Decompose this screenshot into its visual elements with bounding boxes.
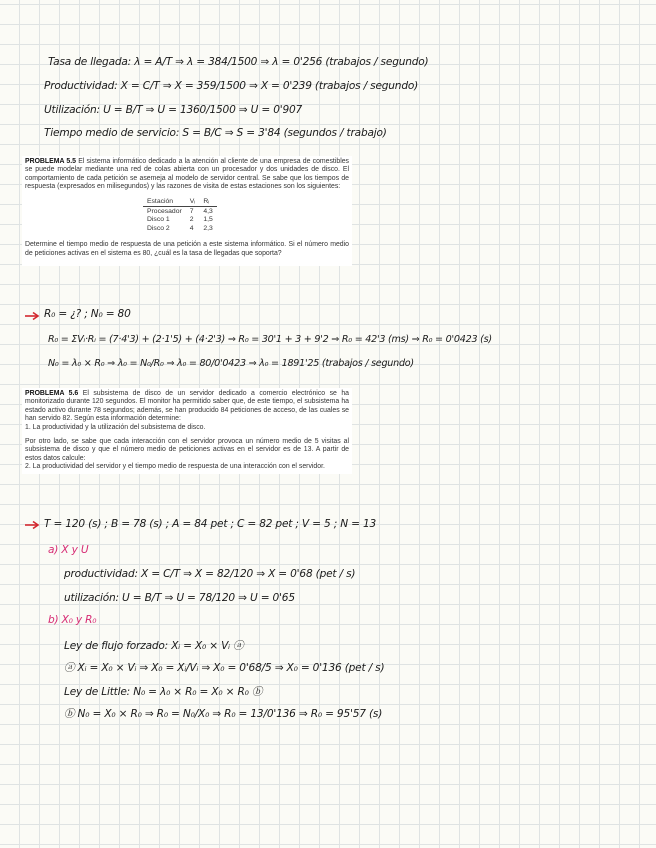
problem-5-6-item1: 1. La productividad y la utilización del subsistema de disco. [25, 423, 206, 431]
problem-5-6-middle: Por otro lado, se sabe que cada interacción con el servidor provoca un número medio de 5 visitas al subsistema de disco y que el número medio de peticiones activas en el servidor es de 13. A partir de estos datos calcule: [25, 438, 349, 462]
station-name: Disco 2 [147, 224, 170, 232]
problem-5-6-heading: PROBLEMA 5.6 [25, 390, 79, 397]
station-visits: 7 [189, 208, 194, 216]
problem-5-5-question: Determine el tiempo medio de respuesta de una petición a este sistema informático. Si el número medio de peticiones activas en el sistema es 80, ¿cuál es la tasa de llegadas que soporta? [25, 241, 349, 257]
col-station: Estación [143, 198, 186, 207]
note-5-6-little-calc: ⓑ N₀ = X₀ × R₀ ⇒ R₀ = N₀/X₀ ⇒ R₀ = 13/0'136 ⇒ R₀ = 95'57 (s) [64, 708, 383, 720]
station-name: Procesador [147, 208, 182, 216]
red-arrow-icon [24, 311, 40, 321]
col-response: Rᵢ [199, 198, 216, 207]
problem-5-6-block [22, 388, 352, 474]
red-arrow-icon [24, 520, 40, 530]
station-response: 2,3 [203, 224, 213, 232]
note-5-6-part-a: a) X y U [48, 544, 89, 556]
note-5-5-arrival-rate: N₀ = λ₀ × R₀ ⇒ λ₀ = N₀/R₀ ⇒ λ₀ = 80/0'0423 ⇒ λ₀ = 1891'25 (trabajos / segundo) [48, 358, 414, 369]
note-5-6-little-law: Ley de Little: N₀ = λ₀ × R₀ = X₀ × R₀ ⓑ [64, 686, 263, 698]
note-5-6-forced-flow-law: Ley de flujo forzado: Xᵢ = X₀ × Vᵢ ⓐ [64, 640, 244, 652]
station-visits: 2 [189, 216, 194, 224]
note-5-6-data: T = 120 (s) ; B = 78 (s) ; A = 84 pet ; C = 82 pet ; V = 5 ; N = 13 [44, 518, 377, 530]
problem-5-5-heading: PROBLEMA 5.5 [25, 158, 76, 165]
note-arrival-rate: Tasa de llegada: λ = A/T ⇒ λ = 384/1500 ⇒ λ = 0'256 (trabajos / segundo) [48, 56, 429, 68]
station-response: 4,3 [203, 208, 213, 216]
table-header-row [143, 198, 217, 207]
note-5-6-forced-flow-calc: ⓐ Xᵢ = X₀ × Vᵢ ⇒ X₀ = Xᵢ/Vᵢ ⇒ X₀ = 0'68/5 ⇒ X₀ = 0'136 (pet / s) [64, 662, 385, 674]
note-service-time: Tiempo medio de servicio: S = B/C ⇒ S = 3'84 (segundos / trabajo) [44, 127, 387, 139]
table-row [143, 225, 217, 233]
note-5-6-part-b: b) X₀ y R₀ [48, 614, 97, 626]
station-name: Disco 1 [147, 216, 170, 224]
station-response: 1,5 [203, 216, 213, 224]
note-utilization: Utilización: U = B/T ⇒ U = 1360/1500 ⇒ U = 0'907 [44, 104, 303, 116]
problem-5-5-intro: El sistema informático dedicado a la atención al cliente de una empresa de comestibles se puede modelar mediante una red de colas abierta con un procesador y dos unidades de disco. El comportamiento de cada petición se asemeja al modelo de servidor central. Se sabe que los tiempos de respuesta (expresados en milisegundos) y las razones de visita de estas estaciones son los siguientes: [25, 158, 350, 191]
problem-5-5-block [22, 156, 352, 266]
table-row [143, 216, 217, 224]
note-5-6-utilization: utilización: U = B/T ⇒ U = 78/120 ⇒ U = 0'65 [64, 592, 295, 604]
problem-5-6-intro: El subsistema de disco de un servidor dedicado a comercio electrónico se ha monitorizado durante 120 segundos. El monitor ha permitido saber que, de este tiempo, el subsistema ha estado activo durante 78 segundos; además, se han producido 84 peticiones de acceso, de las cuales se han servido 82. Según esta información determine: [25, 390, 349, 423]
table-row [143, 207, 217, 217]
note-5-6-throughput: productividad: X = C/T ⇒ X = 82/120 ⇒ X = 0'68 (pet / s) [64, 568, 356, 580]
stations-table [143, 198, 217, 234]
note-5-5-given: R₀ = ¿? ; N₀ = 80 [44, 308, 131, 320]
note-5-5-response-time: R₀ = ΣVᵢ·Rᵢ = (7·4'3) + (2·1'5) + (4·2'3) ⇒ R₀ = 30'1 + 3 + 9'2 ⇒ R₀ = 42'3 (ms) ⇒ R₀ = 0'0423 (s) [48, 334, 492, 345]
col-visits: Vᵢ [186, 198, 200, 207]
station-visits: 4 [189, 224, 194, 232]
note-throughput: Productividad: X = C/T ⇒ X = 359/1500 ⇒ X = 0'239 (trabajos / segundo) [44, 80, 419, 92]
problem-5-6-item2: 2. La productividad del servidor y el tiempo medio de respuesta de una interacción con el servidor. [25, 463, 325, 471]
